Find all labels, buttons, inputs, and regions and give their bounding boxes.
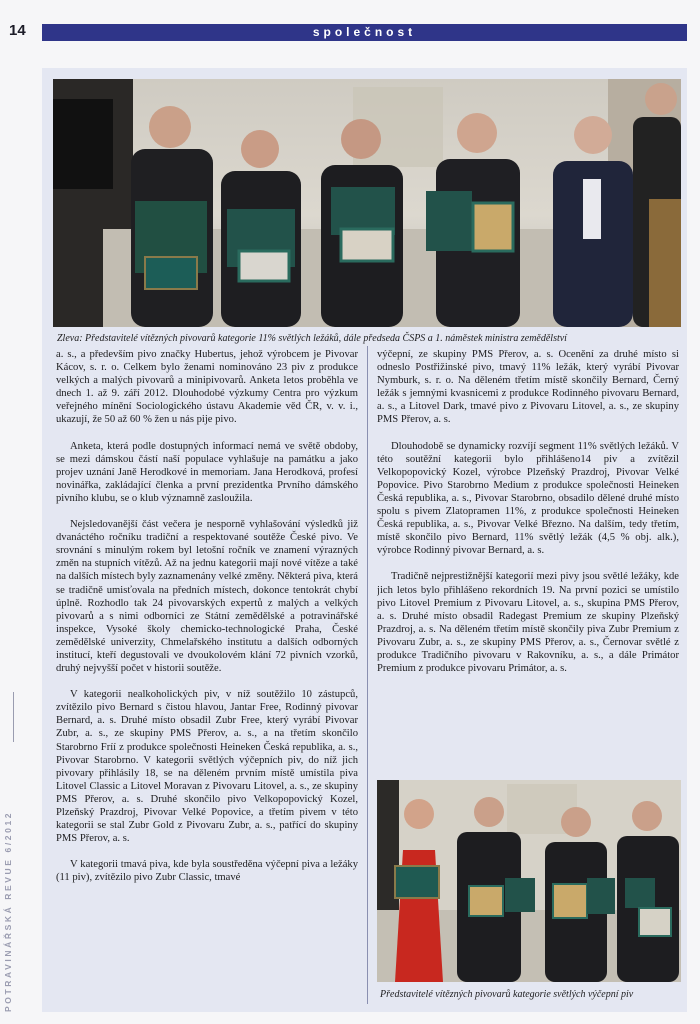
paragraph: Nejsledovanější část večera je nesporně vyhlašování výsledků již dvanáctého ročníku tradiční a respektované soutěže České pivo. Ve srovnání s minulým rokem byl letošní ročník ve znamení výrazných změn na stupních vítězů. Až na jednu kategorii mají nové vítěze a také na dalších místech byly zaznamenány velké změny. Některá piva, která se tradičně umisťovala na předních místech, dokonce tentokrát chybí úplně. Rozhodlo tak 24 pivovarských expertů z malých a velkých pivovarů a s nimi odborníci ze Státní zemědělské a potravinářské inspekce, Vysoké školy chemicko-technologické Praha, České zemědělské univerzity, Chmelařského institutu a dalších odborných institucí, kteří degustovali ve dvoukolovém klání 72 pivních vzorků, druhý nejvyšší počet v historii soutěže.: [56, 519, 358, 675]
paragraph: Dlouhodobě se dynamicky rozvíjí segment 11% světlých ležáků. V této soutěžní kategorii bylo přihlášeno14 piv a zvítězil Velkopopovický Kozel, výrobce Plzeňský Prazdroj, Pivovar Velké Popovice. Pivo Starobrno Medium z produkce společnosti Heineken Česká republika, a. s., Pivovar Starobrno, obsadilo dělené druhé místo spolu s pivem Zlatopramen 11%, z produkce společnosti Heineken Česká republika, a. s., Pivovar Velké Březno. Na dalším, tedy třetím, místě skončilo pivo Bernard, 11% světlý ležák (4,5 % obj. alk.), výrobce Rodinný pivovar Bernard, a. s.: [377, 440, 679, 557]
magazine-title-vertical: POTRAVINÁŘSKÁ REVUE 6/2012: [3, 810, 13, 1012]
article-column-left: [56, 348, 358, 1012]
photo-caption-top: Zleva: Představitelé vítězných pivovarů kategorie 11% světlých ležáků, dále předseda ČSPS a 1. náměstek ministra zemědělství: [57, 333, 567, 344]
paragraph: Anketa, která podle dostupných informací nemá ve světě obdoby, se mezi dámskou částí naší populace vyhlašuje na památku a jako projev uznání Janě Herodkové in memoriam. Jana Herodková, profesí novinářka, zakládající členka a první prezidentka Prvního dámského pivního klubu, se o klub významně zasloužila.: [56, 440, 358, 504]
paragraph: Tradičně nejprestižnější kategorií mezi pivy jsou světlé ležáky, kde jich letos bylo přihlášeno rekordních 19. Na první pozici se umístilo pivo Litovel Premium z Pivovaru Litovel, a. s., skupina PMS Přerov, a. s. Druhé místo obsadil Radegast Premium ze skupiny Plzeňský Prazdroj, a. s. Na děleném třetím místě skončily piva Zubr Premium z Pivovaru Zubr, a. s., ze skupiny PMS Přerov, a. s., Černovar světlé z produkce Tradičního pivovaru v Rakovníku, a. s., a dále Primátor Premium z produkce pivovaru Primátor, a. s.: [377, 571, 679, 675]
article-column-right: [377, 348, 679, 763]
paragraph: V kategorii tmavá piva, kde byla soustředěna výčepní piva a ležáky (11 piv), zvítězilo pivo Zubr Classic, tmavé: [56, 859, 358, 884]
photo-caption-bottom: Představitelé vítězných pivovarů kategorie světlých výčepní piv: [380, 989, 634, 1000]
column-divider: [367, 346, 368, 1004]
person-6: [633, 83, 681, 327]
section-header: společnost: [42, 24, 687, 41]
side-rule: [13, 692, 14, 742]
paragraph: výčepní, ze skupiny PMS Přerov, a. s. Ocenění za druhé místo si odneslo Postřižinské pivo, tmavý 11% ležák, který vyrábí Pivovar Nymburk, s. r. o. Na děleném třetím místě skončily Bernard, Černý ležák s jemnými kvasnicemi z produkce Rodinného pivovaru Bernard, a. s., a Litovel Dark, tmavé pivo z Pivovaru Litovel, a. s., ze skupiny PMS Přerov, a. s.: [377, 349, 679, 426]
paragraph: V kategorii nealkoholických piv, v níž soutěžilo 10 zástupců, zvítězilo pivo Bernard s čistou hlavou, Jantar Free, Rodinný pivovar Bernard, a. s. Druhé místo obsadil Zubr Free, který vyrábí Pivovar Zubr, a. s., ze skupiny PMS Přerov, a. s., a na třetím skončilo Starobrno Fríí z produkce společnosti Heineken Česká republika, a. s., Pivovar Starobrno. V kategorii světlých výčepních piv, do níž jich pivovary přihlásily 18, se na děleném prvním místě umístila piva Litovel Classic a Litovel Moravan z Pivovaru Litovel, a. s., ze skupiny PMS Přerov, a. s. Druhé skončilo pivo Velkopopovický Kozel, Plzeňský Prazdroj, Pivovar Velké Popovice, a třetím pivem v této kategorii se stal Zubr Gold z Pivovaru Zubr, a. s., patřící do skupiny PMS Přerov, a. s.: [56, 689, 358, 845]
award-winners-photo-top: [53, 79, 681, 327]
paragraph: a. s., a především pivo značky Hubertus, jehož výrobcem je Pivovar Kácov, s. r. o. Celkem bylo ženami nominováno 23 piv z produkce velkých a malých pivovarů a minipivovarů. Anketa letos proběhla ve dnech 1. až 9. září 2012. Dlouhodobé výzkumy Centra pro výzkum veřejného mínění Sociologického ústavu Akademie věd ČR, v. v. i., ukazují, že 50 až 60 % žen u nás pije pivo.: [56, 349, 358, 426]
award-winners-photo-bottom: [377, 780, 681, 982]
page-number: 14: [9, 22, 26, 39]
